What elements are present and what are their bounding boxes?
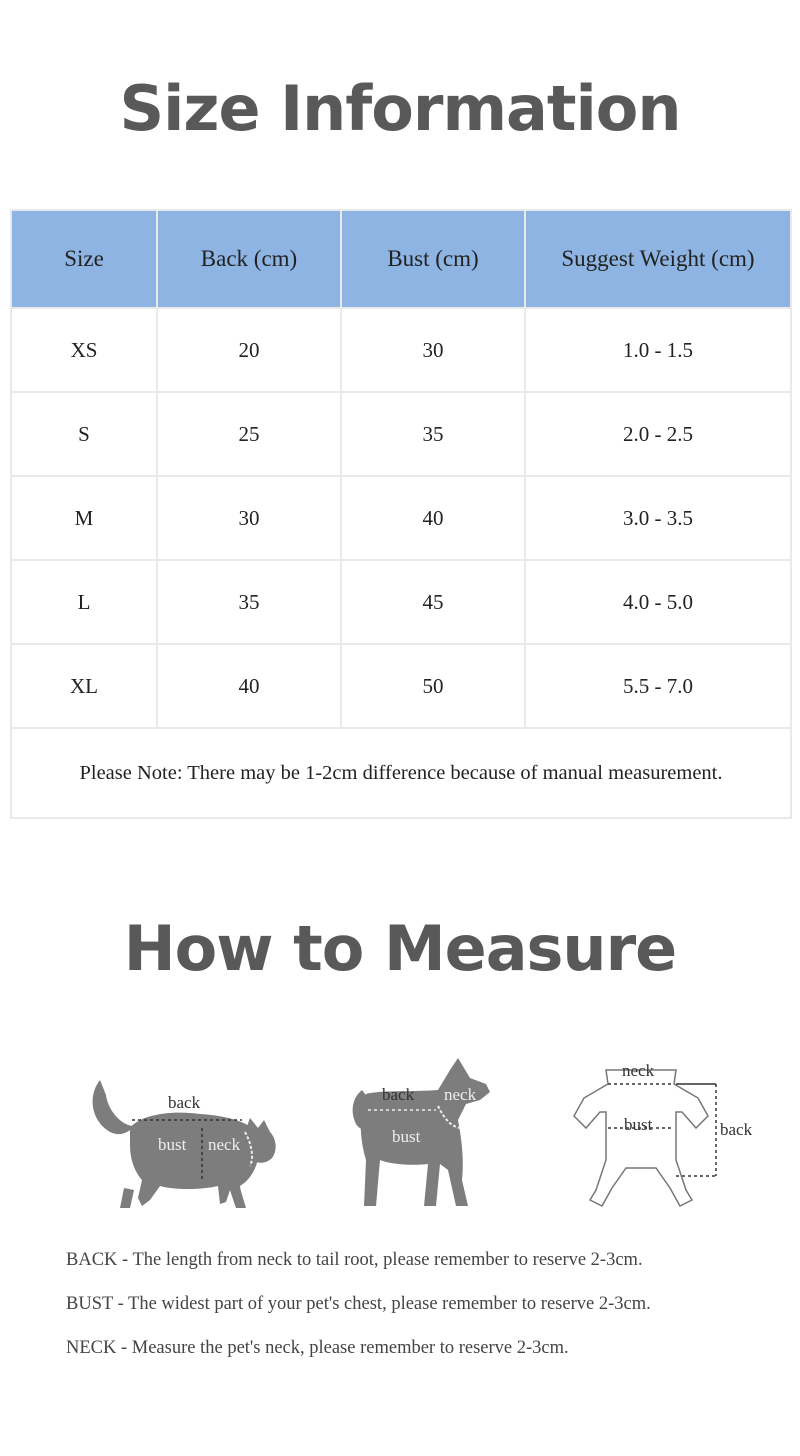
bust-cell: 35 [342,393,524,475]
cat-bust-label: bust [158,1135,187,1154]
size-cell: S [12,393,156,475]
column-header-bust: Bust (cm) [342,211,524,307]
cat-back-label: back [168,1093,201,1112]
table-row [12,309,790,391]
size-table [10,209,792,819]
table-row [12,561,790,643]
cat-measure-illustration [80,1040,290,1225]
back-cell: 35 [158,561,340,643]
back-cell: 20 [158,309,340,391]
bust-cell: 50 [342,645,524,727]
weight-cell: 4.0 - 5.0 [526,561,790,643]
cat-neck-label: neck [208,1135,241,1154]
dog-neck-label: neck [444,1085,477,1104]
garment-neck-label: neck [622,1061,655,1080]
size-cell: XS [12,309,156,391]
measurement-note: Please Note: There may be 1-2cm difference because of manual measurement. [12,729,790,817]
dog-bust-label: bust [392,1127,421,1146]
column-header-size: Size [12,211,156,307]
table-row [12,645,790,727]
how-to-measure-title: How to Measure [123,912,677,985]
weight-cell: 3.0 - 3.5 [526,477,790,559]
bust-cell: 30 [342,309,524,391]
garment-back-label: back [720,1120,753,1139]
column-header-back: Back (cm) [158,211,340,307]
garment-bust-label: bust [624,1115,653,1134]
weight-cell: 5.5 - 7.0 [526,645,790,727]
bust-cell: 40 [342,477,524,559]
garment-measure-illustration [570,1040,770,1225]
size-cell: L [12,561,156,643]
dog-measure-illustration [340,1040,510,1225]
column-header-weight: Suggest Weight (cm) [526,211,790,307]
dog-back-label: back [382,1085,415,1104]
pet-jumpsuit-icon [574,1070,708,1206]
size-cell: M [12,477,156,559]
table-header-row [12,211,790,307]
weight-cell: 1.0 - 1.5 [526,309,790,391]
neck-description: NECK - Measure the pet's neck, please remember to reserve 2-3cm. [66,1338,569,1358]
back-cell: 40 [158,645,340,727]
back-cell: 30 [158,477,340,559]
size-cell: XL [12,645,156,727]
weight-cell: 2.0 - 2.5 [526,393,790,475]
table-row [12,477,790,559]
bust-description: BUST - The widest part of your pet's chest, please remember to reserve 2-3cm. [66,1294,651,1314]
back-description: BACK - The length from neck to tail root, please remember to reserve 2-3cm. [66,1250,643,1270]
bust-cell: 45 [342,561,524,643]
note-row [12,729,790,817]
size-information-title: Size Information [119,72,681,145]
table-row [12,393,790,475]
back-cell: 25 [158,393,340,475]
dog-silhouette-icon [353,1058,490,1206]
